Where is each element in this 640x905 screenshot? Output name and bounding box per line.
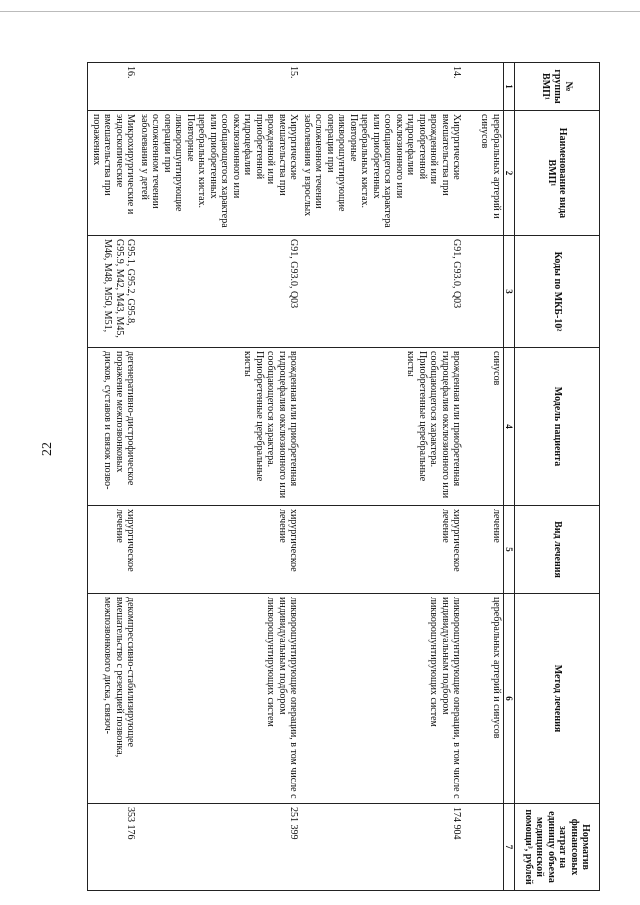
vmp-name-cell: Хирургические вмешательства при врожденной или приобретенной гидроцефалии окклюзионного или сообщающегося характера или приобретенных церебральных кистах. Повторные ликворошунтирующие операции при осложненном течении заболевания у взрослых: [300, 111, 463, 236]
treatment-type-cell: хирургическое лечение: [137, 506, 300, 594]
col-number: 1: [503, 63, 514, 111]
top-rule: [0, 11, 640, 12]
vmp-name-cell: церебральных артерий и синусов: [463, 111, 503, 236]
table-row: [463, 63, 503, 891]
cost-cell: [463, 804, 503, 891]
table-row: [137, 63, 300, 891]
patient-model-cell: дегенеративно-дистрофическое поражение межпозвонковых дисков, суставов и связок позво-: [87, 348, 137, 506]
treatment-method-cell: ликворошунтирующие операции, в том числе с индивидуальным подбором ликворошунтирующих систем: [300, 594, 463, 804]
table-row: [300, 63, 463, 891]
header-vmp-name: Наименование вида ВМП¹: [515, 111, 600, 236]
group-number-cell: 15.: [137, 63, 300, 111]
header-cost-norm: Норматив финансовых затрат на единицу объема медицинской помощи³, рублей: [515, 804, 600, 891]
col-number: 3: [503, 236, 514, 348]
cost-cell: 174 904: [300, 804, 463, 891]
header-patient-model: Модель пациента: [515, 348, 600, 506]
header-group-number: № группы ВМП¹: [515, 63, 600, 111]
treatment-type-cell: хирургическое лечение: [300, 506, 463, 594]
vmp-name-cell: Хирургические вмешательства при врожденной или приобретенной гидроцефалии окклюзионного или сообщающегося характера или приобретенных церебральных кистах. Повторные ликворошунтирующие операции при осложненном течении заболевания у детей: [137, 111, 300, 236]
patient-model-cell: врожденная или приобретенная гидроцефалия окклюзионного или сообщающегося характера. Приобретенные церебральные кисты: [300, 348, 463, 506]
page-number: 22: [40, 442, 55, 456]
vmp-name-cell: Микрохирургические и эндоскопические вмешательства при поражениях: [87, 111, 137, 236]
rotated-page: [90, 62, 600, 890]
header-icd-codes: Коды по МКБ-10²: [515, 236, 600, 348]
col-number: 2: [503, 111, 514, 236]
treatment-method-cell: ликворошунтирующие операции, в том числе с индивидуальным подбором ликворошунтирующих систем: [137, 594, 300, 804]
cost-cell: 251 399: [137, 804, 300, 891]
header-treatment-type: Вид лечения: [515, 506, 600, 594]
header-treatment-method: Метод лечения: [515, 594, 600, 804]
icd-codes-cell: [463, 236, 503, 348]
vmp-table: [87, 62, 600, 891]
group-number-cell: 14.: [300, 63, 463, 111]
treatment-type-cell: лечение: [463, 506, 503, 594]
cost-cell: 353 176: [87, 804, 137, 891]
table-row: [87, 63, 137, 891]
patient-model-cell: врожденная или приобретенная гидроцефалия окклюзионного или сообщающегося характера. Приобретенные церебральные кисты: [137, 348, 300, 506]
icd-codes-cell: G95.1, G95.2, G95.8, G95.9, M42, M43, M45, M46, M48, M50, M51,: [87, 236, 137, 348]
icd-codes-cell: G91, G93.0, Q03: [300, 236, 463, 348]
icd-codes-cell: G91, G93.0, Q03: [137, 236, 300, 348]
col-number: 5: [503, 506, 514, 594]
patient-model-cell: синусов: [463, 348, 503, 506]
col-number: 4: [503, 348, 514, 506]
group-number-cell: [463, 63, 503, 111]
col-number: 6: [503, 594, 514, 804]
treatment-type-cell: хирургическое лечение: [87, 506, 137, 594]
treatment-method-cell: декомпрессивно-стабилизирующее вмешательство с резекцией позвонка, межпозвонкового диска, связоч-: [87, 594, 137, 804]
group-number-cell: 16.: [87, 63, 137, 111]
treatment-method-cell: церебральных артерий и синусов: [463, 594, 503, 804]
col-number: 7: [503, 804, 514, 891]
